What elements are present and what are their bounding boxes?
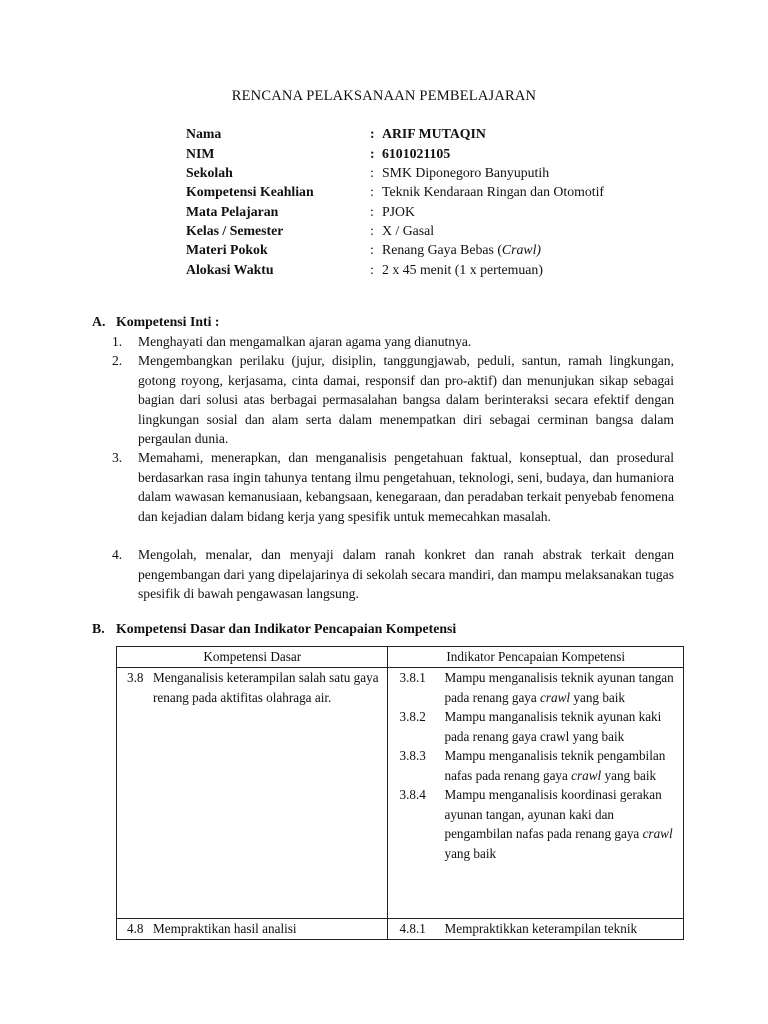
identity-value-subject: PJOK bbox=[382, 204, 415, 219]
indicator-item bbox=[399, 668, 677, 707]
kd-code: 4.8 bbox=[127, 921, 144, 936]
section-title: Kompetensi Inti : bbox=[116, 314, 220, 329]
indicator-code: 3.8.3 bbox=[399, 748, 426, 763]
indicator-item bbox=[399, 919, 677, 939]
list-item bbox=[112, 332, 674, 352]
identity-value-school: SMK Diponegoro Banyuputih bbox=[382, 165, 550, 180]
indicator-text-end: yang baik bbox=[444, 845, 497, 861]
identity-value-expertise: Teknik Kendaraan Ringan dan Otomotif bbox=[382, 184, 605, 199]
identity-colon: : bbox=[370, 184, 374, 199]
identity-label: Alokasi Waktu bbox=[186, 262, 274, 277]
indicator-text-end: yang baik bbox=[570, 689, 626, 705]
indicator-code: 4.8.1 bbox=[399, 921, 426, 936]
kd-cell bbox=[117, 668, 388, 919]
identity-label: Mata Pelajaran bbox=[186, 204, 279, 219]
topic-italic: Crawl) bbox=[501, 242, 542, 257]
section-a-heading bbox=[92, 314, 219, 330]
indicator-item bbox=[399, 785, 677, 863]
competency-table bbox=[116, 646, 684, 940]
table-header-row bbox=[117, 647, 684, 668]
identity-value-nim: 6101021105 bbox=[382, 146, 451, 161]
identity-value-topic bbox=[382, 240, 541, 259]
kd-entry bbox=[117, 919, 387, 939]
section-letter: B. bbox=[92, 621, 105, 636]
identity-value-name: ARIF MUTAQIN bbox=[382, 126, 486, 141]
identity-colon: : bbox=[370, 165, 374, 180]
identity-label: Nama bbox=[186, 126, 222, 141]
identity-label: Kelas / Semester bbox=[186, 223, 284, 238]
indicator-italic: crawl bbox=[571, 767, 602, 783]
list-text: Mengolah, menalar, dan menyaji dalam ranah konkret dan ranah abstrak terkait dengan pengembangan dari yang dipelajarinya di sekolah secara mandiri, dan mampu melaksanakan tugas spesifik di bawah pengawasan langsung. bbox=[138, 547, 675, 601]
indicator-italic: crawl bbox=[642, 826, 673, 841]
indicator-italic: crawl bbox=[540, 689, 571, 705]
list-number: 4. bbox=[112, 547, 123, 562]
table-row bbox=[117, 668, 684, 919]
section-title: Kompetensi Dasar dan Indikator Pencapaian Kompetensi bbox=[116, 621, 457, 636]
indicator-cell bbox=[388, 919, 684, 940]
indicator-text-end: yang baik bbox=[601, 767, 657, 783]
list-text: Menghayati dan mengamalkan ajaran agama yang dianutnya. bbox=[138, 334, 472, 349]
table-header-indicator: Indikator Pencapaian Kompetensi bbox=[388, 647, 684, 668]
kd-code: 3.8 bbox=[127, 670, 144, 685]
topic-text: Renang Gaya Bebas ( bbox=[382, 242, 502, 257]
identity-colon: : bbox=[370, 204, 374, 219]
list-number: 1. bbox=[112, 334, 123, 349]
identity-colon: : bbox=[370, 223, 374, 238]
kd-cell bbox=[117, 919, 388, 940]
indicator-list bbox=[388, 668, 683, 863]
list-item bbox=[112, 545, 674, 604]
indicator-item bbox=[399, 746, 677, 785]
identity-colon: : bbox=[370, 262, 374, 277]
table-row bbox=[117, 919, 684, 940]
kd-text: Menganalisis keterampilan salah satu gaya renang pada aktifitas olahraga air. bbox=[153, 670, 379, 705]
indicator-code: 3.8.4 bbox=[399, 787, 426, 802]
identity-colon: : bbox=[370, 242, 374, 257]
document-title: RENCANA PELAKSANAAN PEMBELAJARAN bbox=[231, 88, 537, 104]
indicator-text: Mampu menganalisis koordinasi gerakan ayunan tangan, ayunan kaki dan pengambilan nafas pada renang gaya bbox=[444, 787, 662, 841]
list-number: 2. bbox=[112, 353, 123, 368]
identity-label: Kompetensi Keahlian bbox=[186, 184, 314, 199]
indicator-code: 3.8.1 bbox=[399, 670, 426, 685]
identity-label: Materi Pokok bbox=[186, 242, 268, 257]
indicator-code: 3.8.2 bbox=[399, 709, 426, 724]
list-item bbox=[112, 448, 674, 526]
indicator-text: Mempraktikkan keterampilan teknik bbox=[444, 921, 638, 936]
kd-text: Mempraktikan hasil analisi bbox=[153, 921, 297, 936]
indicator-text: Mampu menganalisis teknik ayunan tangan pada renang gaya bbox=[444, 670, 674, 705]
indicator-cell bbox=[388, 668, 684, 919]
identity-label: Sekolah bbox=[186, 165, 233, 180]
list-item bbox=[112, 351, 674, 449]
indicator-item bbox=[399, 707, 677, 746]
identity-value-class: X / Gasal bbox=[382, 223, 435, 238]
identity-label: NIM bbox=[186, 146, 215, 161]
list-text: Mengembangkan perilaku (jujur, disiplin, tanggungjawab, peduli, santun, ramah lingkungan, gotong royong, kerjasama, cinta damai, responsif dan pro-aktif) dan menunjukan sikap sebagai bagian dari solusi atas berbagai permasalahan bangsa dalam berinteraksi secara efektif dengan lingkungan sosial dan alam serta dalam menempatkan diri sebagai cerminan bangsa dalam pergaulan dunia. bbox=[138, 353, 674, 446]
identity-colon: : bbox=[370, 146, 375, 161]
section-letter: A. bbox=[92, 314, 106, 329]
table-header-kd: Kompetensi Dasar bbox=[117, 647, 388, 668]
list-number: 3. bbox=[112, 450, 123, 465]
indicator-text: Mampu menganalisis teknik pengambilan nafas pada renang gaya bbox=[444, 748, 666, 783]
indicator-text: Mampu manganalisis teknik ayunan kaki pada renang gaya crawl yang baik bbox=[444, 709, 662, 744]
indicator-list bbox=[388, 919, 683, 939]
identity-value-time: 2 x 45 menit (1 x pertemuan) bbox=[382, 262, 543, 277]
section-b-heading bbox=[92, 621, 456, 637]
identity-colon: : bbox=[370, 126, 375, 141]
list-text: Memahami, menerapkan, dan menganalisis pengetahuan faktual, konseptual, dan prosedural berdasarkan rasa ingin tahunya tentang ilmu pengetahuan, teknologi, seni, budaya, dan humaniora dalam wawasan kemanusiaan, kebangsaan, kenegaraan, dan peradaban terkait penyebab fenomena dan kejadian dalam bidang kerja yang spesifik untuk memecahkan masalah. bbox=[138, 450, 674, 524]
kd-entry bbox=[117, 668, 387, 707]
